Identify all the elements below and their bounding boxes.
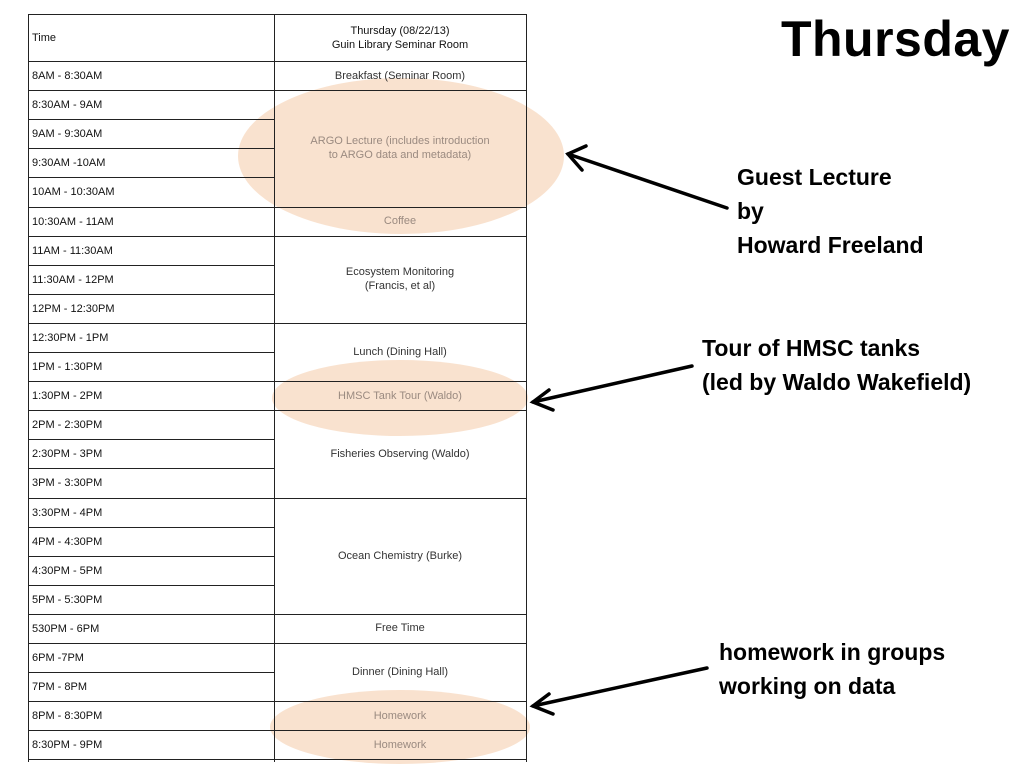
guest-lecture-arrow — [568, 154, 727, 208]
time-slot-cell: 3PM - 3:30PM — [32, 477, 103, 490]
slide-title: Thursday — [780, 11, 1010, 67]
tank-tour-line2: (led by Waldo Wakefield) — [702, 369, 972, 395]
activity-line2: (Francis, et al) — [364, 280, 436, 293]
time-slot-cell: 1:30PM - 2PM — [32, 390, 103, 403]
activity-line1: Ocean Chemistry (Burke) — [337, 549, 463, 562]
header-day-room: Guin Library Seminar Room — [331, 39, 469, 51]
time-slot-cell: 11AM - 11:30AM — [32, 244, 113, 257]
guest-lecture-line3: Howard Freeland — [737, 232, 924, 258]
time-slot-cell: 7PM - 8PM — [32, 681, 88, 694]
activity-line2: to ARGO data and metadata) — [328, 149, 472, 162]
time-slot-cell: 530PM - 6PM — [32, 622, 100, 635]
activity-line1: Lunch (Dining Hall) — [353, 346, 447, 358]
time-slot-cell: 8:30AM - 9AM — [32, 99, 103, 112]
tank-tour-arrow — [533, 366, 692, 402]
activity-line1: Fisheries Observing (Waldo) — [330, 447, 470, 460]
time-slot-cell: 10:30AM - 11AM — [32, 215, 114, 228]
activity-line1: Homework — [373, 738, 427, 751]
time-slot-cell: 4:30PM - 5PM — [32, 564, 103, 577]
time-slot-cell: 6PM -7PM — [32, 652, 84, 664]
time-slot-cell: 12PM - 12:30PM — [32, 302, 115, 315]
time-slot-cell: 8:30PM - 9PM — [32, 739, 103, 752]
activity-line1: Dinner (Dining Hall) — [352, 666, 448, 679]
time-slot-cell: 4PM - 4:30PM — [32, 535, 103, 548]
time-slot-cell: 9:30AM -10AM — [32, 157, 106, 170]
homework-line2: working on data — [719, 673, 896, 699]
homework-line1: homework in groups — [719, 639, 946, 665]
time-slot-cell: 8AM - 8:30AM — [32, 70, 103, 82]
guest-lecture-line2: by — [737, 198, 764, 224]
time-slot-cell: 2PM - 2:30PM — [32, 419, 103, 432]
time-slot-cell: 12:30PM - 1PM — [32, 331, 109, 344]
activity-line1: ARGO Lecture (includes introduction — [310, 135, 490, 148]
time-slot-cell: 5PM - 5:30PM — [32, 593, 103, 606]
time-slot-cell: 1PM - 1:30PM — [32, 361, 103, 373]
activity-line1: Ecosystem Monitoring — [345, 266, 455, 279]
activity-line1: Coffee — [383, 215, 417, 228]
time-slot-cell: 2:30PM - 3PM — [32, 448, 103, 461]
header-time-label: Time — [32, 32, 57, 44]
homework-arrow — [533, 668, 707, 706]
activity-line1: HMSC Tank Tour (Waldo) — [338, 389, 462, 402]
activity-line1: Free Time — [375, 622, 425, 635]
guest-lecture-line1: Guest Lecture — [737, 164, 892, 190]
time-slot-cell: 3:30PM - 4PM — [32, 506, 103, 519]
tank-tour-line1: Tour of HMSC tanks — [702, 335, 921, 361]
time-slot-cell: 9AM - 9:30AM — [32, 128, 103, 141]
activity-line1: Homework — [373, 709, 427, 722]
time-slot-cell: 10AM - 10:30AM — [32, 186, 115, 199]
time-slot-cell: 8PM - 8:30PM — [32, 710, 103, 723]
header-day-date: Thursday (08/22/13) — [350, 25, 450, 37]
activity-line1: Breakfast (Seminar Room) — [334, 69, 466, 82]
time-slot-cell: 11:30AM - 12PM — [32, 273, 114, 286]
